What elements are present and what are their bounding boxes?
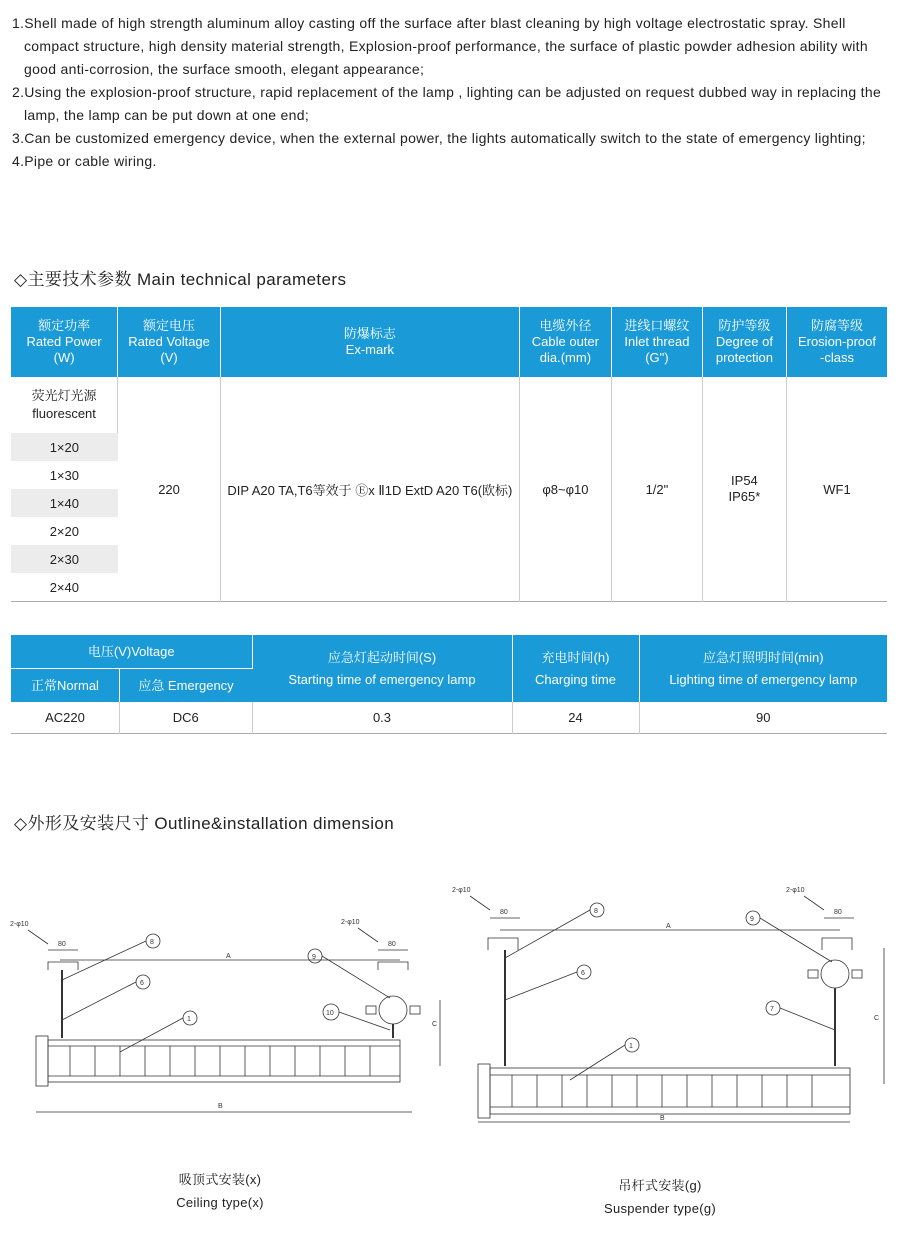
table-header-row xyxy=(11,307,887,377)
feature-item: 1.Shell made of high strength aluminum alloy casting off the surface after blast cleaning by high voltage electrostatic spray. Shell compact structure, high density material strength, Explosion-proof performance, the surface of plastic powder adhesion ability with good anti-corrosion, the surface smooth, elegant appearance; xyxy=(12,15,868,77)
feature-item: 2.Using the explosion-proof structure, rapid replacement of the lamp , lighting can be adjusted on request dubbed way in replacing the lamp, the lamp can be put down at one end; xyxy=(12,84,882,123)
guard-ribs xyxy=(70,1046,370,1076)
callout-10: 10 xyxy=(326,1010,334,1017)
header-rated-voltage: 额定电压 Rated Voltage (V) xyxy=(118,307,221,377)
dim-b-label: B xyxy=(218,1103,223,1110)
thread-cell: 1/2" xyxy=(611,377,702,602)
section-title-dimension: ◇外形及安装尺寸 Outline&installation dimension xyxy=(14,814,395,833)
caption-suspender-type: 吊杆式安装(g) Suspender type(g) xyxy=(603,1178,717,1216)
table-row xyxy=(11,377,887,433)
dim-c-label: C xyxy=(874,1015,880,1022)
callout-9: 9 xyxy=(750,916,754,923)
callout-6: 6 xyxy=(581,970,585,977)
header-normal: 正常Normal xyxy=(11,669,120,703)
header-charge-time: 充电时间(h) Charging time xyxy=(512,635,639,702)
start-cell: 0.3 xyxy=(252,702,512,734)
bolt-spec-label: 2-φ10 xyxy=(786,887,805,894)
feature-list xyxy=(12,12,892,173)
power-cell: 2×30 xyxy=(11,545,118,573)
header-rated-power: 额定功率 Rated Power (W) xyxy=(11,307,118,377)
header-voltage: 电压(V)Voltage xyxy=(11,635,252,669)
exmark-cell: DIP A20 TA,T6等效于 Ⓔx Ⅱ1D ExtD A20 T6(欧标) xyxy=(220,377,519,602)
header-emergency: 应急 Emergency xyxy=(120,669,253,703)
bolt-spec-label: 2-φ10 xyxy=(10,921,29,928)
power-cell: 1×20 xyxy=(11,433,118,461)
dim-80-label: 80 xyxy=(500,909,508,916)
light-cell: 90 xyxy=(756,710,771,725)
emergency-cell: DC6 xyxy=(120,702,253,734)
dim-80-label: 80 xyxy=(834,909,842,916)
dim-a-label: A xyxy=(226,953,231,960)
callout-8: 8 xyxy=(594,908,598,915)
bolt-spec-label: 2-φ10 xyxy=(341,919,360,926)
voltage-cell: 220 xyxy=(118,377,221,602)
ip-cell: IP54 IP65* xyxy=(702,377,786,602)
callout-1: 1 xyxy=(629,1043,633,1050)
header-erosion: 防腐等级 Erosion-proof -class xyxy=(786,307,887,377)
callout-6: 6 xyxy=(140,980,144,987)
bolt-spec-label: 2-φ10 xyxy=(452,887,471,894)
feature-item: 3.Can be customized emergency device, when the external power, the lights automatically switch to the state of emergency lighting; xyxy=(12,130,866,146)
technical-parameters-table xyxy=(11,307,887,602)
table-row xyxy=(11,702,887,734)
dim-b-label: B xyxy=(660,1115,665,1122)
suspender-type-drawing xyxy=(452,887,884,1122)
normal-cell: AC220 xyxy=(11,702,120,734)
header-light-time: 应急灯照明时间(min) Lighting time of emergency lamp xyxy=(639,635,887,702)
feature-item: 4.Pipe or cable wiring. xyxy=(12,153,157,169)
power-cell: 2×40 xyxy=(49,579,79,595)
table-header-row xyxy=(11,635,887,669)
dim-c-label: C xyxy=(432,1021,438,1028)
caption-ceiling-type: 吸顶式安装(x) Ceiling type(x) xyxy=(176,1172,264,1210)
header-thread: 进线口螺纹 Inlet thread (G") xyxy=(611,307,702,377)
header-ex-mark: 防爆标志 Ex-mark xyxy=(220,307,519,377)
dim-a-label: A xyxy=(666,923,671,930)
dim-80-label: 80 xyxy=(388,941,396,948)
power-cell: 2×20 xyxy=(49,523,79,539)
emergency-table xyxy=(11,635,887,734)
cable-cell: φ8~φ10 xyxy=(519,377,611,602)
power-cell: 1×40 xyxy=(11,489,118,517)
header-cable: 电缆外径 Cable outer dia.(mm) xyxy=(519,307,611,377)
charge-cell: 24 xyxy=(512,702,639,734)
erosion-cell: WF1 xyxy=(823,481,851,497)
source-cell: 荧光灯光源 fluorescent xyxy=(11,377,118,433)
section-title-parameters: ◇主要技术参数 Main technical parameters xyxy=(14,270,347,289)
callout-1: 1 xyxy=(187,1016,191,1023)
callout-9: 9 xyxy=(312,954,316,961)
callout-8: 8 xyxy=(150,939,154,946)
callout-7: 7 xyxy=(770,1006,774,1013)
guard-ribs xyxy=(512,1075,812,1107)
power-cell: 1×30 xyxy=(49,467,79,483)
header-start-time: 应急灯起动时间(S) Starting time of emergency lamp xyxy=(252,635,512,702)
dim-80-label: 80 xyxy=(58,941,66,948)
installation-diagram xyxy=(0,870,900,1160)
header-protection: 防护等级 Degree of protection xyxy=(702,307,786,377)
ceiling-type-drawing xyxy=(10,919,440,1112)
